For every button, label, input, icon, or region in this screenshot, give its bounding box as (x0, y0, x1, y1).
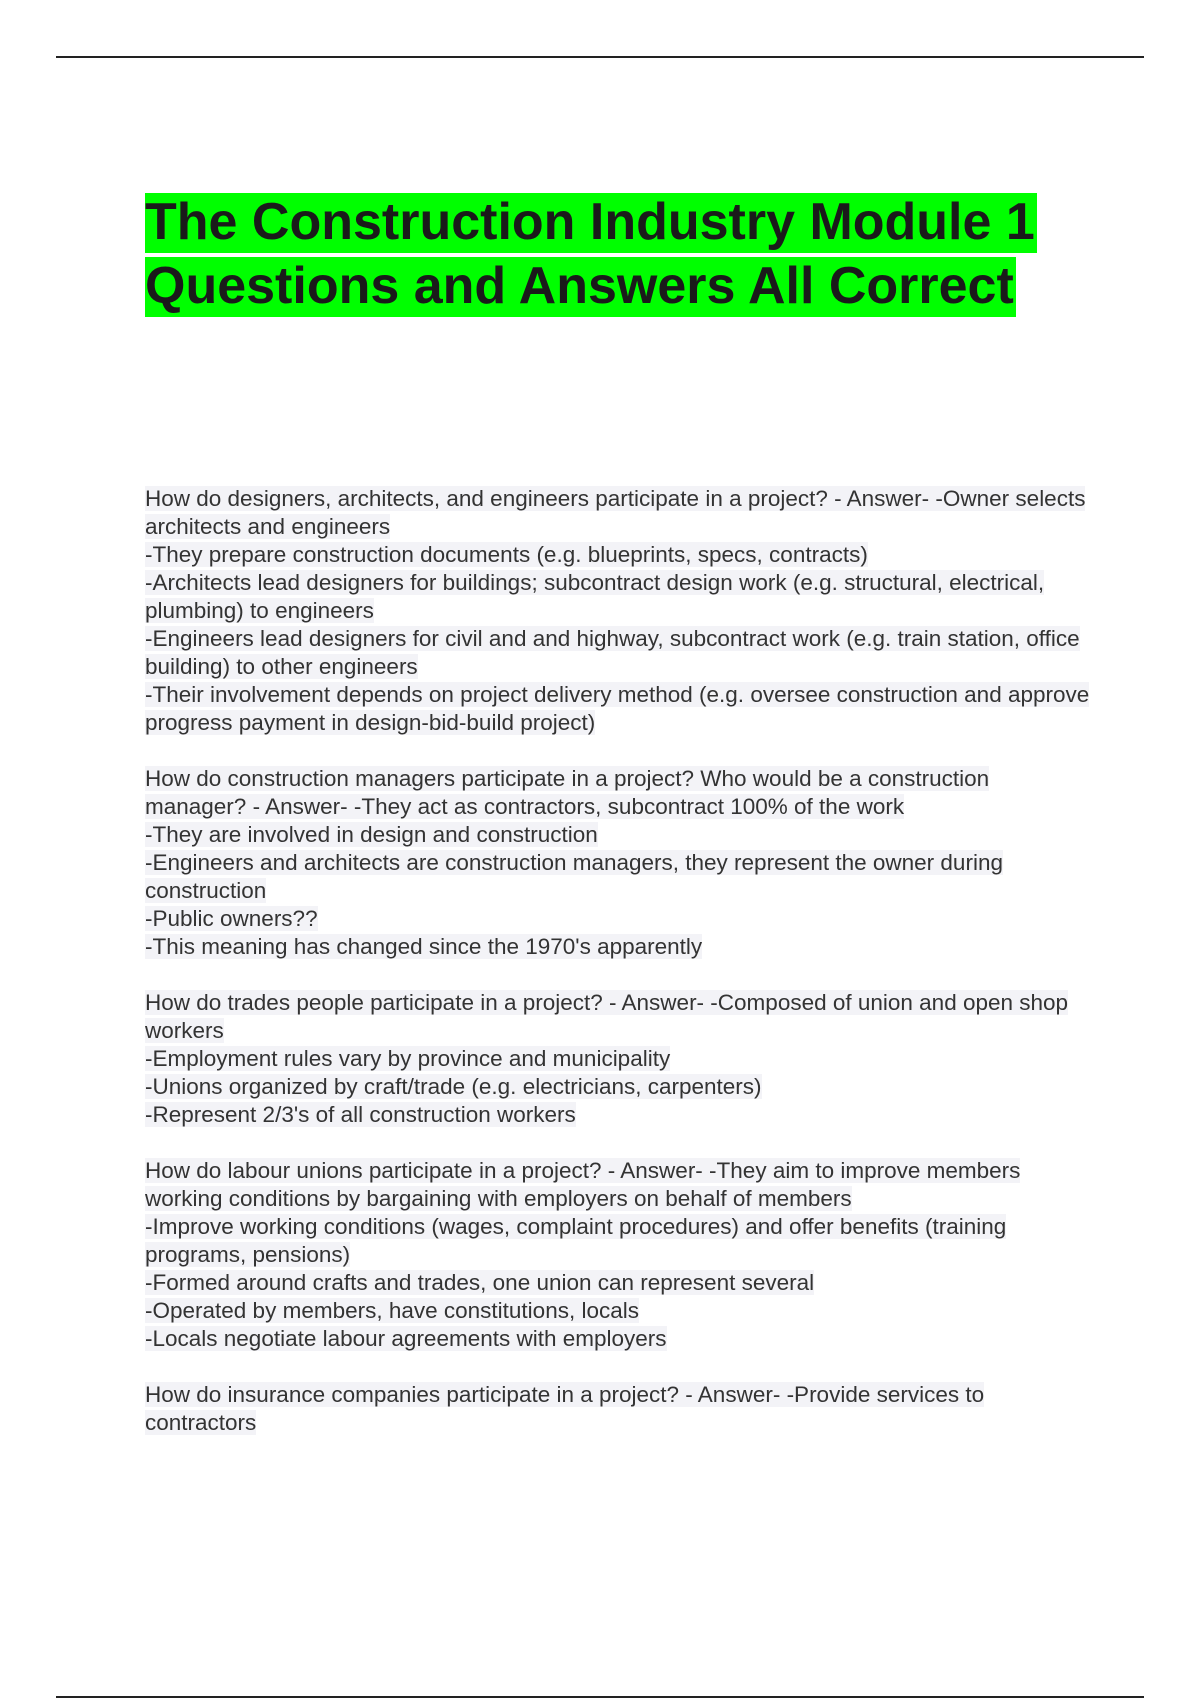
qa-item (145, 1157, 1095, 1353)
qa-list (145, 485, 1095, 1465)
qa-line: -This meaning has changed since the 1970's apparently (145, 934, 703, 959)
qa-item (145, 485, 1095, 737)
qa-line: -They are involved in design and construction (145, 822, 598, 847)
qa-line: How do insurance companies participate in a project? - Answer- -Provide services to contractors (145, 1382, 985, 1435)
qa-item (145, 989, 1095, 1129)
qa-line: -Operated by members, have constitutions, locals (145, 1298, 639, 1323)
document-title-text: The Construction Industry Module 1 Questions and Answers All Correct (145, 193, 1035, 315)
qa-line: -Locals negotiate labour agreements with employers (145, 1326, 667, 1351)
document-title (145, 190, 1075, 318)
title-block (145, 190, 1075, 318)
bottom-rule (56, 1696, 1144, 1698)
qa-line: -Public owners?? (145, 906, 318, 931)
qa-line: -They prepare construction documents (e.g. blueprints, specs, contracts) (145, 542, 868, 567)
qa-line: How do designers, architects, and engineers participate in a project? - Answer- -Owner selects architects and engineers (145, 486, 1086, 539)
top-rule (56, 56, 1144, 58)
qa-line: -Improve working conditions (wages, complaint procedures) and offer benefits (training programs, pensions) (145, 1214, 1007, 1267)
qa-line: -Engineers lead designers for civil and and highway, subcontract work (e.g. train station, office building) to other engineers (145, 626, 1080, 679)
qa-item (145, 765, 1095, 961)
qa-line: -Their involvement depends on project delivery method (e.g. oversee construction and approve progress payment in design-bid-build project) (145, 682, 1090, 735)
qa-line: How do labour unions participate in a project? - Answer- -They aim to improve members working conditions by bargaining with employers on behalf of members (145, 1158, 1021, 1211)
qa-line: -Engineers and architects are construction managers, they represent the owner during construction (145, 850, 1003, 903)
qa-line: -Employment rules vary by province and municipality (145, 1046, 671, 1071)
qa-line: -Unions organized by craft/trade (e.g. electricians, carpenters) (145, 1074, 762, 1099)
qa-line: How do trades people participate in a project? - Answer- -Composed of union and open shop workers (145, 990, 1069, 1043)
qa-line: -Represent 2/3's of all construction workers (145, 1102, 576, 1127)
qa-line: How do construction managers participate in a project? Who would be a construction manager? - Answer- -They act as contractors, subcontract 100% of the work (145, 766, 990, 819)
qa-line: -Formed around crafts and trades, one union can represent several (145, 1270, 815, 1295)
qa-line: -Architects lead designers for buildings; subcontract design work (e.g. structural, electrical, plumbing) to engineers (145, 570, 1045, 623)
qa-item (145, 1381, 1095, 1437)
